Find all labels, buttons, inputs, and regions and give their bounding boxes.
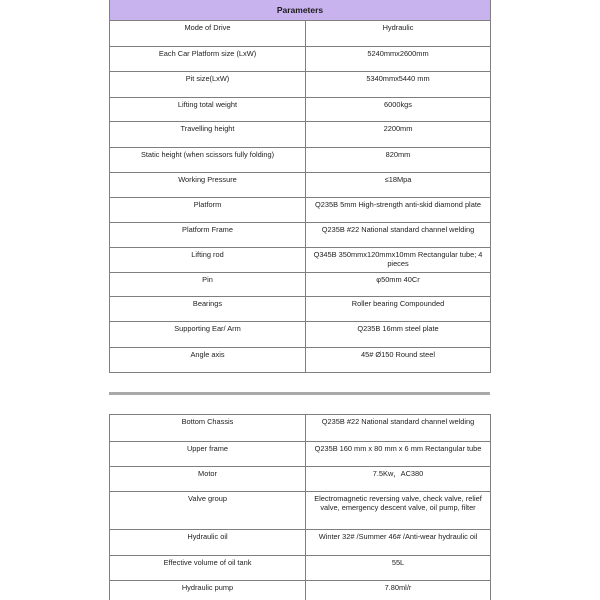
parameters-table-continued: [109, 414, 491, 600]
row-label: Motor: [110, 467, 306, 492]
table-row: [110, 467, 491, 492]
table-row: [110, 72, 491, 98]
row-label: Bearings: [110, 297, 306, 322]
row-value: 7.80ml/r: [306, 581, 491, 600]
row-value: Q235B 5mm High-strength anti-skid diamond plate: [306, 198, 491, 223]
table-row: [110, 492, 491, 530]
row-value: 5340mmx5440 mm: [306, 72, 491, 98]
row-value: Q235B 160 mm x 80 mm x 6 mm Rectangular tube: [306, 442, 491, 467]
row-value: Q345B 350mmx120mmx10mm Rectangular tube; 4 pieces: [306, 248, 491, 273]
page-divider: [109, 392, 490, 395]
table-row: [110, 581, 491, 600]
table-row: [110, 223, 491, 248]
row-label: Valve group: [110, 492, 306, 530]
row-label: Lifting total weight: [110, 98, 306, 122]
table-row: [110, 148, 491, 173]
row-value: Roller bearing Compounded: [306, 297, 491, 322]
row-label: Each Car Platform size (LxW): [110, 47, 306, 72]
table-row: [110, 556, 491, 581]
row-label: Travelling height: [110, 122, 306, 148]
row-label: Platform: [110, 198, 306, 223]
row-label: Angle axis: [110, 348, 306, 373]
row-value: Q235B #22 National standard channel welding: [306, 415, 491, 442]
row-label: Hydraulic pump: [110, 581, 306, 600]
table-row: [110, 348, 491, 373]
row-label: Platform Frame: [110, 223, 306, 248]
table-row: [110, 297, 491, 322]
table-row: [110, 21, 491, 47]
row-value: Hydraulic: [306, 21, 491, 47]
row-value: 7.5Kw，AC380: [306, 467, 491, 492]
row-value: φ50mm 40Cr: [306, 273, 491, 297]
table-row: [110, 273, 491, 297]
table-row: [110, 442, 491, 467]
row-value: 2200mm: [306, 122, 491, 148]
table-header-row: [110, 0, 491, 21]
table-row: [110, 248, 491, 273]
row-label: Hydraulic oil: [110, 530, 306, 556]
row-value: Winter 32# /Summer 46# /Anti-wear hydraulic oil: [306, 530, 491, 556]
row-label: Upper frame: [110, 442, 306, 467]
row-value: 5240mmx2600mm: [306, 47, 491, 72]
table-row: [110, 98, 491, 122]
row-label: Pin: [110, 273, 306, 297]
table-row: [110, 530, 491, 556]
row-value: 45# Ø150 Round steel: [306, 348, 491, 373]
table-row: [110, 173, 491, 198]
table-row: [110, 198, 491, 223]
row-value: ≤18Mpa: [306, 173, 491, 198]
row-label: Lifting rod: [110, 248, 306, 273]
table-row: [110, 322, 491, 348]
row-label: Supporting Ear/ Arm: [110, 322, 306, 348]
row-value: Electromagnetic reversing valve, check valve, relief valve, emergency descent valve, oil pump, filter: [306, 492, 491, 530]
row-value: 6000kgs: [306, 98, 491, 122]
parameters-table: [109, 0, 491, 373]
row-label: Static height (when scissors fully folding): [110, 148, 306, 173]
row-value: Q235B 16mm steel plate: [306, 322, 491, 348]
row-value: 55L: [306, 556, 491, 581]
row-label: Mode of Drive: [110, 21, 306, 47]
row-label: Pit size(LxW): [110, 72, 306, 98]
row-label: Working Pressure: [110, 173, 306, 198]
parameters-header: Parameters: [110, 0, 491, 21]
table-row: [110, 47, 491, 72]
row-value: 820mm: [306, 148, 491, 173]
row-value: Q235B #22 National standard channel welding: [306, 223, 491, 248]
table-row: [110, 415, 491, 442]
row-label: Effective volume of oil tank: [110, 556, 306, 581]
row-label: Bottom Chassis: [110, 415, 306, 442]
table-row: [110, 122, 491, 148]
